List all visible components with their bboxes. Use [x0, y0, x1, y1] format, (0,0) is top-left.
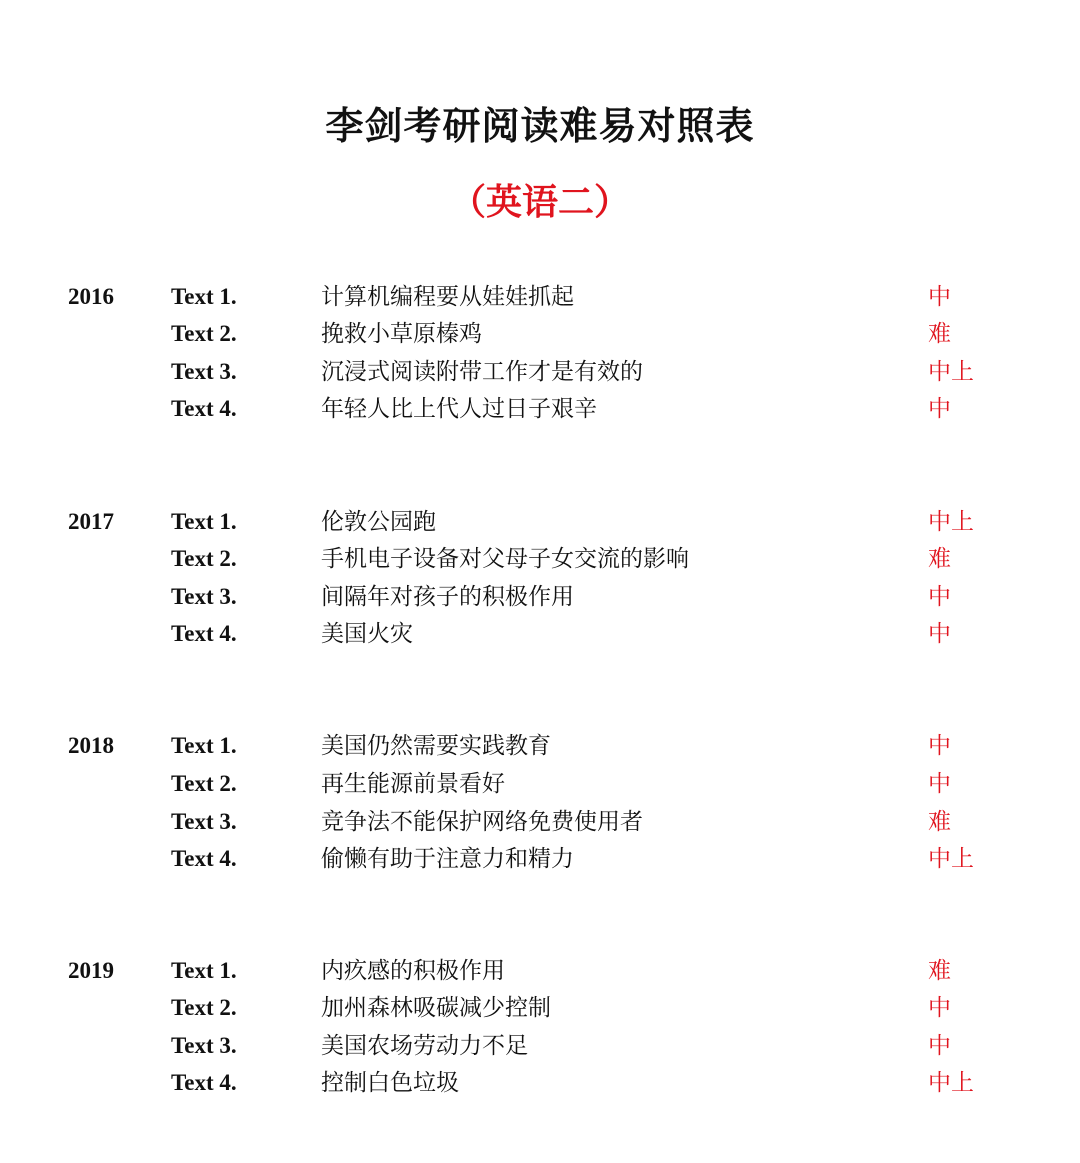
topic: 伦敦公园跑 — [321, 509, 436, 535]
topic: 竞争法不能保护网络免费使用者 — [321, 809, 643, 835]
text-number: Text 4. — [171, 396, 237, 421]
list-item — [0, 1031, 1080, 1069]
year-label: 2016 — [68, 284, 114, 309]
difficulty-level: 中 — [928, 771, 951, 797]
text-number: Text 3. — [171, 584, 237, 609]
text-number: Text 1. — [171, 958, 237, 983]
topic: 年轻人比上代人过日子艰辛 — [321, 396, 597, 422]
topic: 挽救小草原榛鸡 — [321, 321, 482, 347]
year-label: 2018 — [68, 733, 114, 758]
text-number: Text 4. — [171, 621, 237, 646]
text-number: Text 1. — [171, 509, 237, 534]
text-number: Text 2. — [171, 771, 237, 796]
difficulty-level: 中上 — [928, 359, 974, 385]
difficulty-level: 中 — [928, 584, 951, 610]
difficulty-level: 中 — [928, 284, 951, 310]
topic: 计算机编程要从娃娃抓起 — [321, 284, 574, 310]
difficulty-level: 中 — [928, 396, 951, 422]
year-label: 2017 — [68, 509, 114, 534]
list-item — [0, 582, 1080, 620]
text-number: Text 4. — [171, 846, 237, 871]
year-label: 2019 — [68, 958, 114, 983]
list-item — [0, 357, 1080, 395]
topic: 控制白色垃圾 — [321, 1070, 459, 1096]
difficulty-level: 中 — [928, 995, 951, 1021]
text-number: Text 2. — [171, 321, 237, 346]
list-item — [0, 1068, 1080, 1106]
topic: 间隔年对孩子的积极作用 — [321, 584, 574, 610]
topic: 偷懒有助于注意力和精力 — [321, 846, 574, 872]
difficulty-level: 难 — [928, 809, 951, 835]
list-item — [0, 544, 1080, 582]
text-number: Text 2. — [171, 546, 237, 571]
list-item — [0, 956, 1080, 994]
topic: 加州森林吸碳减少控制 — [321, 995, 551, 1021]
difficulty-level: 难 — [928, 321, 951, 347]
topic: 沉浸式阅读附带工作才是有效的 — [321, 359, 643, 385]
text-number: Text 3. — [171, 359, 237, 384]
list-item — [0, 769, 1080, 807]
list-item — [0, 394, 1080, 432]
list-item — [0, 507, 1080, 545]
text-number: Text 2. — [171, 995, 237, 1020]
topic: 内疚感的积极作用 — [321, 958, 505, 984]
difficulty-level: 中上 — [928, 1070, 974, 1096]
difficulty-level: 中上 — [928, 509, 974, 535]
difficulty-level: 难 — [928, 546, 951, 572]
text-number: Text 1. — [171, 284, 237, 309]
difficulty-level: 中上 — [928, 846, 974, 872]
list-item — [0, 844, 1080, 882]
list-item — [0, 993, 1080, 1031]
text-number: Text 1. — [171, 733, 237, 758]
topic: 美国仍然需要实践教育 — [321, 733, 551, 759]
list-item — [0, 731, 1080, 769]
list-item — [0, 619, 1080, 657]
topic: 美国火灾 — [321, 621, 413, 647]
difficulty-level: 中 — [928, 621, 951, 647]
list-item — [0, 282, 1080, 320]
difficulty-level: 中 — [928, 1033, 951, 1059]
topic: 手机电子设备对父母子女交流的影响 — [321, 546, 689, 572]
list-item — [0, 319, 1080, 357]
topic: 再生能源前景看好 — [321, 771, 505, 797]
topic: 美国农场劳动力不足 — [321, 1033, 528, 1059]
text-number: Text 4. — [171, 1070, 237, 1095]
list-item — [0, 807, 1080, 845]
difficulty-level: 中 — [928, 733, 951, 759]
page-subtitle: （英语二） — [449, 181, 630, 223]
text-number: Text 3. — [171, 809, 237, 834]
text-number: Text 3. — [171, 1033, 237, 1058]
page-title: 李剑考研阅读难易对照表 — [325, 103, 755, 148]
difficulty-level: 难 — [928, 958, 951, 984]
